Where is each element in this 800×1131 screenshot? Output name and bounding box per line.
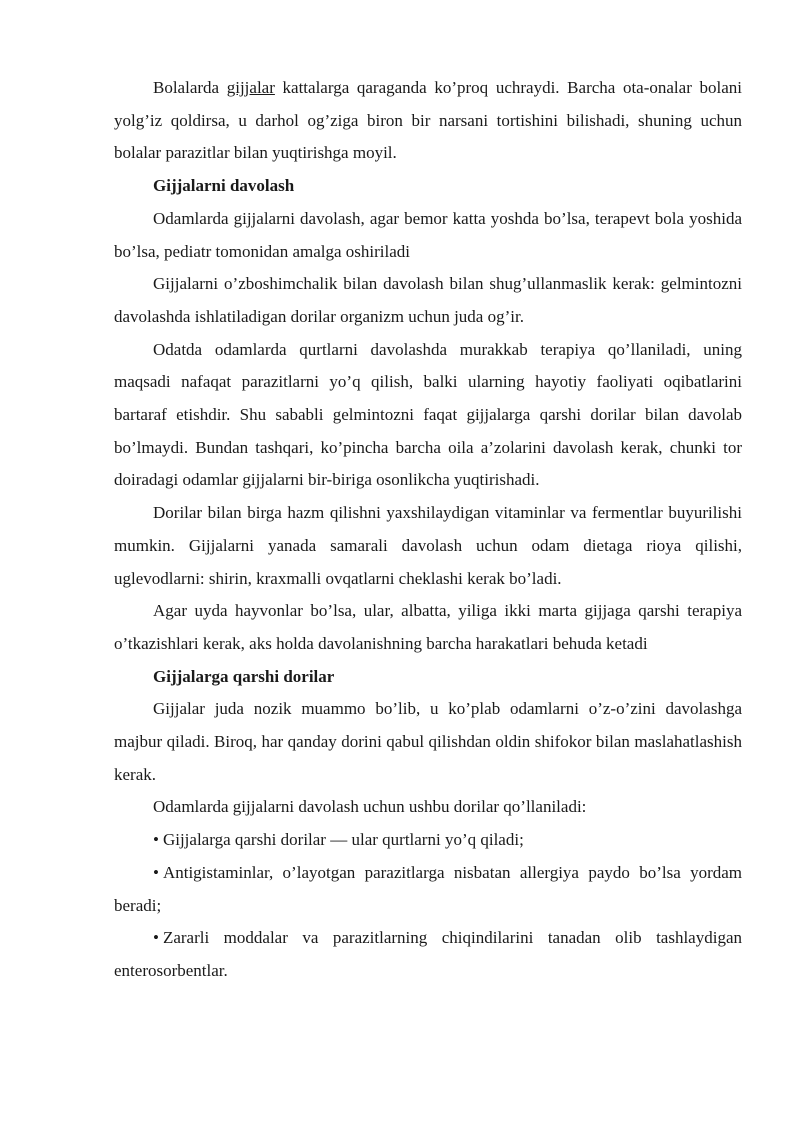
bullet-item-text: Gijjalarga qarshi dorilar — ular qurtlarni yo’q qiladi; (162, 830, 524, 850)
bullet-icon: • (153, 928, 159, 948)
bullet-item-3 (114, 922, 742, 987)
bullet-icon: • (153, 830, 159, 850)
paragraph-treatment-2: Gijjalarni o’zboshimchalik bilan davolash bilan shug’ullanmaslik kerak: gelmintozni davolashda ishlatiladigan dorilar organizm uchun juda og’ir. (114, 274, 742, 326)
bullet-icon: • (153, 862, 159, 882)
paragraph-treatment-5: Agar uyda hayvonlar bo’lsa, ular, albatta, yiliga ikki marta gijjaga qarshi terapiya o’tkazishlari kerak, aks holda davolanishning barcha harakatlari behuda ketadi (114, 601, 742, 653)
intro-text-post: kattalarga qaraganda ko’proq uchraydi. Barcha ota-onalar bolani yolg’iz qoldirsa, u darhol og’ziga biron bir narsani tortishini bilishadi, shuning uchun bolalar parazitlar bilan yuqtirishga moyil. (114, 78, 742, 163)
paragraph-treatment-4: Dorilar bilan birga hazm qilishni yaxshilaydigan vitaminlar va fermentlar buyurilishi mumkin. Gijjalarni yanada samarali davolash uchun odam dietaga rioya qilishi, uglevodlarni: shirin, kraxmalli ovqatlarni cheklashi kerak bo’ladi. (114, 503, 742, 588)
paragraph-medicines-1: Gijjalar juda nozik muammo bo’lib, u ko’plab odamlarni o’z-o’zini davolashga majbur qiladi. Biroq, har qanday dorini qabul qilishdan oldin shifokor bilan maslahatlashish kerak. (114, 699, 742, 784)
paragraph-intro (114, 72, 742, 170)
bullet-item-text: Zararli moddalar va parazitlarning chiqindilarini tanadan olib tashlaydigan enterosorbentlar. (114, 928, 742, 980)
heading-medicines: Gijjalarga qarshi dorilar (153, 666, 335, 686)
bullet-item-text: Antigistaminlar, o’layotgan parazitlarga nisbatan allergiya paydo bo’lsa yordam beradi; (114, 862, 742, 915)
paragraph-medicines-2: Odamlarda gijjalarni davolash uchun ushbu dorilar qo’llaniladi: (153, 797, 587, 817)
bullet-item-2 (114, 857, 742, 922)
document-page (114, 72, 742, 988)
gijjalar-link[interactable]: gijjalar (226, 78, 275, 97)
paragraph-treatment-1: Odamlarda gijjalarni davolash, agar bemor katta yoshda bo’lsa, terapevt bola yoshida bo’lsa, pediatr tomonidan amalga oshiriladi (114, 208, 742, 261)
paragraph-treatment-3: Odatda odamlarda qurtlarni davolashda murakkab terapiya qo’llaniladi, uning maqsadi nafaqat parazitlarni yo’q qilish, balki ularning hayotiy faoliyati oqibatlarini bartaraf etishdir. Shu sababli gelmintozni faqat gijjalarga qarshi dorilar bilan davolab bo’lmaydi. Bundan tashqari, ko’pincha barcha oila a’zolarini davolash kerak, chunki tor doiradagi odamlar gijjalarni bir-biriga osonlikcha yuqtirishadi. (114, 339, 742, 490)
intro-text-pre: Bolalarda (153, 78, 227, 97)
heading-treatment: Gijjalarni davolash (153, 176, 295, 196)
bullet-item-1 (114, 824, 742, 857)
